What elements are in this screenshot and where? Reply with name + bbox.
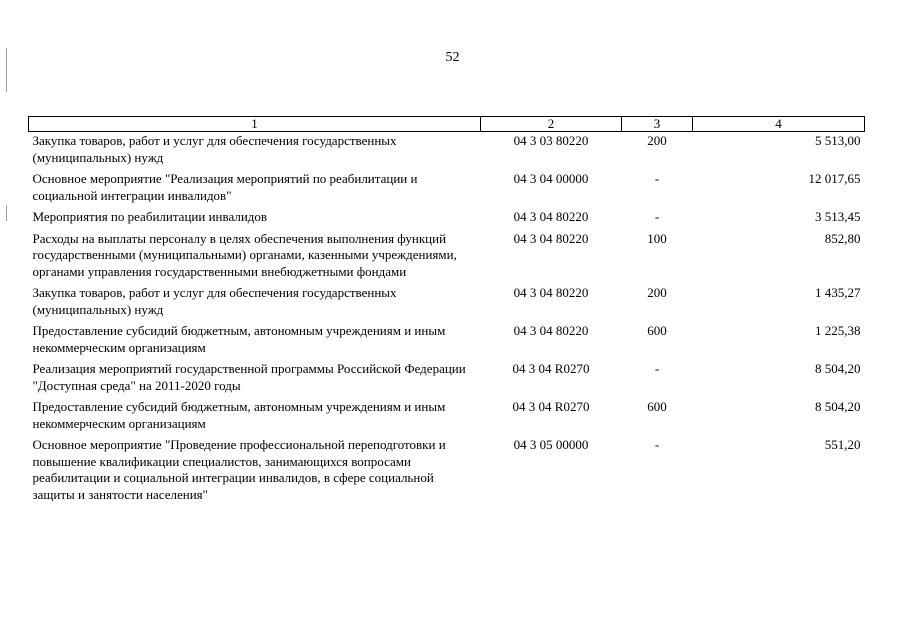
row-amount: 12 017,65 (808, 171, 861, 186)
row-description: Основное мероприятие "Реализация мероприятий по реабилитации и социальной интеграции инвалидов" (32, 171, 418, 203)
row-expense-type: 200 (647, 285, 667, 300)
row-classification-code: 04 3 04 R0270 (512, 399, 590, 414)
row-classification-code: 04 3 04 80220 (513, 230, 589, 246)
column-header-1: 1 (29, 117, 481, 132)
row-description: Закупка товаров, работ и услуг для обеспечения государственных (муниципальных) нужд (32, 133, 397, 165)
row-description: Реализация мероприятий государственной программы Российской Федерации "Доступная среда" на 2011-2020 годы (32, 361, 466, 393)
table-row (29, 284, 865, 322)
row-description: Расходы на выплаты персоналу в целях обеспечения выполнения функций государственными (муниципальными) органами, казенными учреждениями, органами управления государственными внебюджетными фондами (32, 230, 457, 279)
row-description: Закупка товаров, работ и услуг для обеспечения государственных (муниципальных) нужд (32, 285, 397, 317)
column-header-3: 3 (622, 117, 693, 132)
table-row (29, 322, 865, 360)
row-description: Основное мероприятие "Проведение профессиональной переподготовки и повышение квалификации специалистов, занимающихся вопросами реабилитации и социальной интеграции инвалидов, в сфере социальной защиты и занятости населения" (32, 437, 446, 502)
row-classification-code: 04 3 05 00000 (513, 437, 589, 452)
row-amount: 1 435,27 (815, 285, 861, 300)
margin-scan-mark (6, 205, 7, 221)
row-description: Мероприятия по реабилитации инвалидов (32, 209, 268, 224)
row-classification-code: 04 3 04 80220 (513, 323, 589, 338)
row-expense-type: 200 (647, 133, 667, 148)
table-row (29, 436, 865, 507)
row-expense-type: 600 (647, 323, 667, 338)
row-classification-code: 04 3 04 R0270 (512, 361, 590, 376)
row-amount: 8 504,20 (815, 399, 861, 414)
row-amount: 551,20 (824, 437, 861, 452)
row-expense-type: - (654, 361, 660, 376)
row-amount: 852,80 (824, 230, 861, 246)
table-row (29, 360, 865, 398)
row-classification-code: 04 3 04 00000 (513, 171, 589, 186)
table-row (29, 208, 865, 230)
row-amount: 3 513,45 (815, 209, 861, 224)
row-expense-type: - (654, 437, 660, 452)
row-classification-code: 04 3 04 80220 (513, 209, 589, 224)
column-header-4: 4 (693, 117, 865, 132)
row-expense-type: - (654, 171, 660, 186)
table-body (29, 132, 865, 508)
table-header-row (29, 117, 865, 132)
table-row (29, 132, 865, 171)
row-expense-type: 100 (647, 230, 667, 246)
row-amount: 1 225,38 (815, 323, 861, 338)
table-row (29, 230, 865, 285)
column-header-2: 2 (481, 117, 622, 132)
table-row (29, 170, 865, 208)
row-amount: 8 504,20 (815, 361, 861, 376)
table-row (29, 398, 865, 436)
page-number: 52 (445, 50, 460, 65)
row-classification-code: 04 3 03 80220 (513, 133, 589, 148)
row-description: Предоставление субсидий бюджетным, автономным учреждениям и иным некоммерческим организациям (32, 323, 446, 355)
row-amount: 5 513,00 (815, 133, 861, 148)
row-expense-type: - (654, 209, 660, 224)
budget-table (28, 116, 865, 507)
row-description: Предоставление субсидий бюджетным, автономным учреждениям и иным некоммерческим организациям (32, 399, 446, 431)
row-expense-type: 600 (647, 399, 667, 414)
row-classification-code: 04 3 04 80220 (513, 285, 589, 300)
